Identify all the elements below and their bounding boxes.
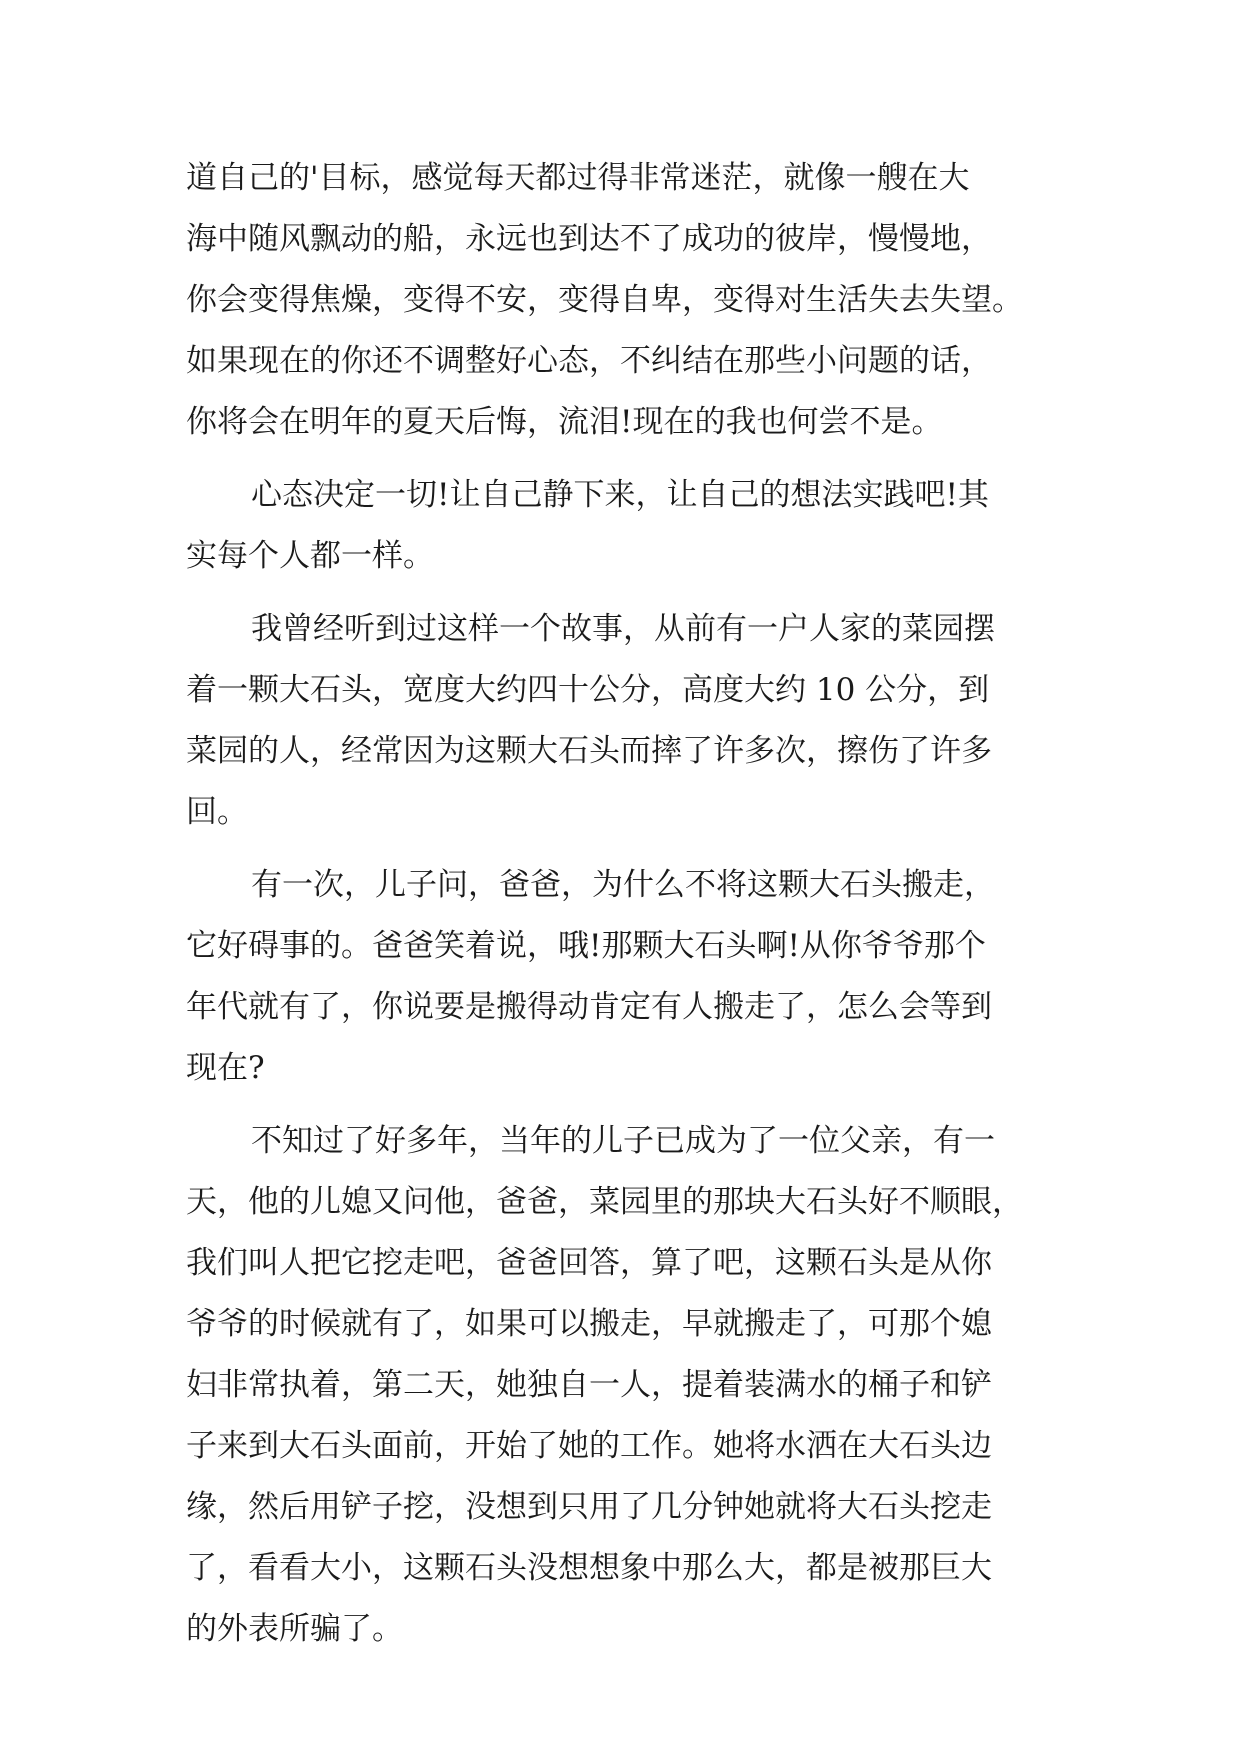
text-line: 了，看看大小，这颗石头没想想象中那么大，都是被那巨大 [186,1550,992,1586]
text-line: 我们叫人把它挖走吧，爸爸回答，算了吧，这颗石头是从你 [186,1245,992,1281]
text-line: 它好碍事的。爸爸笑着说，哦!那颗大石头啊!从你爷爷那个 [186,928,986,964]
text-line: 子来到大石头面前，开始了她的工作。她将水洒在大石头边 [186,1428,992,1464]
text-line: 我曾经听到过这样一个故事，从前有一户人家的菜园摆 [251,611,995,647]
text-line: 缘，然后用铲子挖，没想到只用了几分钟她就将大石头挖走 [186,1489,992,1525]
paragraph [186,855,1058,1099]
text-line: 天，他的儿媳又问他，爸爸，菜园里的那块大石头好不顺眼， [186,1184,1023,1220]
text-line: 妇非常执着，第二天，她独自一人，提着装满水的桶子和铲 [186,1367,992,1403]
paragraph [186,465,1058,587]
text-line: 回。 [186,794,248,830]
text-line: 你将会在明年的夏天后悔，流泪!现在的我也何尝不是。 [186,404,943,440]
text-line: 海中随风飘动的船，永远也到达不了成功的彼岸，慢慢地， [186,221,992,257]
paragraph-spacing [186,1099,1058,1111]
paragraph-spacing [186,587,1058,599]
text-line: 现在? [186,1050,265,1086]
paragraph [186,148,1058,453]
paragraph [186,1111,1058,1660]
text-line: 着一颗大石头，宽度大约四十公分，高度大约 10 公分，到 [186,672,990,708]
document-body [186,148,1058,1660]
text-line: 年代就有了，你说要是搬得动肯定有人搬走了，怎么会等到 [186,989,992,1025]
text-line: 的外表所骗了。 [186,1611,403,1647]
text-line: 实每个人都一样。 [186,538,434,574]
paragraph-spacing [186,453,1058,465]
paragraph-spacing [186,843,1058,855]
text-line: 有一次，儿子问，爸爸，为什么不将这颗大石头搬走， [251,867,995,903]
text-line: 道自己的'目标，感觉每天都过得非常迷茫，就像一艘在大 [186,160,970,196]
text-line: 菜园的人，经常因为这颗大石头而摔了许多次，擦伤了许多 [186,733,992,769]
paragraph [186,599,1058,843]
text-line: 不知过了好多年，当年的儿子已成为了一位父亲，有一 [251,1123,995,1159]
text-line: 爷爷的时候就有了，如果可以搬走，早就搬走了，可那个媳 [186,1306,992,1342]
text-line: 心态决定一切!让自己静下来，让自己的想法实践吧!其 [251,477,989,513]
text-line: 你会变得焦燥，变得不安，变得自卑，变得对生活失去失望。 [186,282,1023,318]
text-line: 如果现在的你还不调整好心态，不纠结在那些小问题的话， [186,343,992,379]
